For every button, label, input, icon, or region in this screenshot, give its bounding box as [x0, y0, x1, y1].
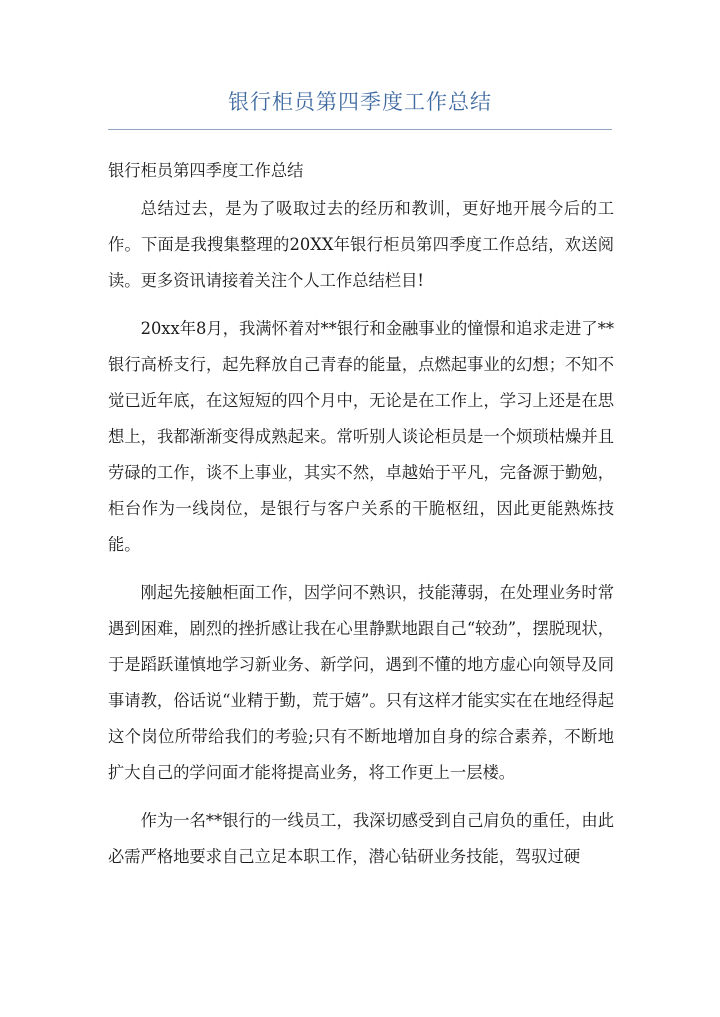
document-body: [108, 153, 614, 887]
document-title: 银行柜员第四季度工作总结: [228, 90, 492, 114]
paragraph-2: 20xx年8月，我满怀着对**银行和金融事业的憧憬和追求走进了**银行高桥支行，起先释放自己青春的能量，点燃起事业的幻想；不知不觉已近年底，在这短短的四个月中，无论是在工作上，学习上还是在思想上，我都渐渐变得成熟起来。常听别人谈论柜员是一个烦琐枯燥并且劳碌的工作，谈不上事业，其实不然，卓越始于平凡，完备源于勤勉，柜台作为一线岗位，是银行与客户关系的干脆枢纽，因此更能熟炼技能。: [108, 319, 614, 554]
paragraph-1: 总结过去，是为了吸取过去的经历和教训，更好地开展今后的工作。下面是我搜集整理的20XX年银行柜员第四季度工作总结，欢送阅读。更多资讯请接着关注个人工作总结栏目!: [108, 199, 614, 290]
paragraph-4: 作为一名**银行的一线员工，我深切感受到自己肩负的重任，由此必需严格地要求自己立足本职工作，潜心钻研业务技能，驾驭过硬: [108, 811, 614, 866]
title-divider: [108, 129, 612, 130]
document-subtitle: 银行柜员第四季度工作总结: [108, 161, 304, 180]
paragraph-3: 刚起先接触柜面工作，因学问不熟识，技能薄弱，在处理业务时常遇到困难，剧烈的挫折感让我在心里静默地跟自己“较劲”，摆脱现状，于是蹈跃谨慎地学习新业务、新学问，遇到不懂的地方虚心向领导及同事请教，俗话说“业精于勤，荒于嬉”。只有这样才能实实在在地经得起这个岗位所带给我们的考验;只有不断地增加自身的综合素养，不断地扩大自己的学问面才能将提高业务，将工作更上一层楼。: [108, 583, 614, 782]
